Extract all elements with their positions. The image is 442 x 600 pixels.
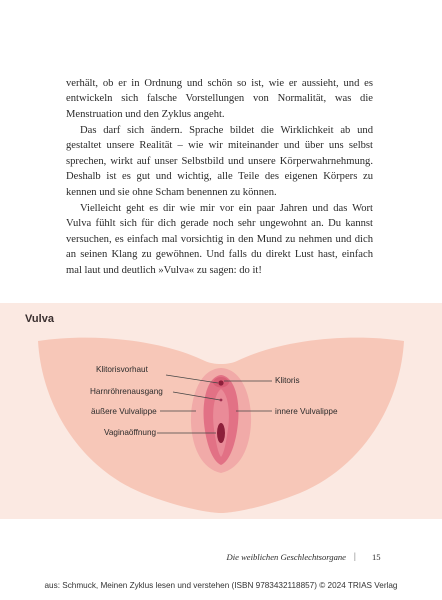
- footer-chapter-title: Die weiblichen Geschlechtsorgane: [226, 552, 346, 562]
- vaginal-opening: [217, 423, 225, 443]
- vulva-illustration: [0, 303, 442, 519]
- source-credit: aus: Schmuck, Meinen Zyklus lesen und verstehen (ISBN 9783432118857) © 2024 TRIAS Verlag: [44, 581, 398, 590]
- label-aeussere-vulvalippe: äußere Vulvalippe: [91, 407, 157, 416]
- label-klitorisvorhaut: Klitorisvorhaut: [96, 365, 148, 374]
- page-number: 15: [372, 552, 381, 562]
- paragraph-2: Das darf sich ändern. Sprache bildet die Wirklichkeit ab und gestaltet unsere Realität – wie wir miteinander und über uns selbst sprechen, wirkt auf unser Selbstbild und unsere Körperwahrnehmung. Deshalb ist es gut und wichtig, alle Teile des eigenen Körpers zu kennen und sie ohne Scham benennen zu können.: [66, 125, 373, 198]
- paragraph-1: verhält, ob er in Ordnung und schön so ist, wie er aussieht, und es entwickeln sich falsche Vorstellungen von Normalität, was die Menstruation und den Zyklus angeht.: [66, 78, 373, 120]
- label-harnroehrenausgang: Harnröhrenausgang: [90, 387, 163, 396]
- clitoris-dot: [218, 380, 223, 385]
- label-vaginaoeffnung: Vaginaöffnung: [104, 428, 157, 437]
- footer-separator: |: [354, 551, 356, 561]
- paragraph-3: Vielleicht geht es dir wie mir vor ein paar Jahren und das Wort Vulva fühlt sich für dich gerade noch sehr ungewohnt an. Du kannst versuchen, es einfach mal vorsichtig in den Mund zu nehmen und dich an seinen Klang zu gewöhnen. Und falls du direkt Lust hast, einfach mal laut und deutlich »Vulva« zu sagen: do it!: [66, 203, 373, 276]
- figure-title: Vulva: [25, 313, 54, 325]
- urethra-dot: [220, 399, 223, 402]
- label-klitoris: Klitoris: [275, 376, 300, 385]
- label-innere-vulvalippe: innere Vulvalippe: [275, 407, 338, 416]
